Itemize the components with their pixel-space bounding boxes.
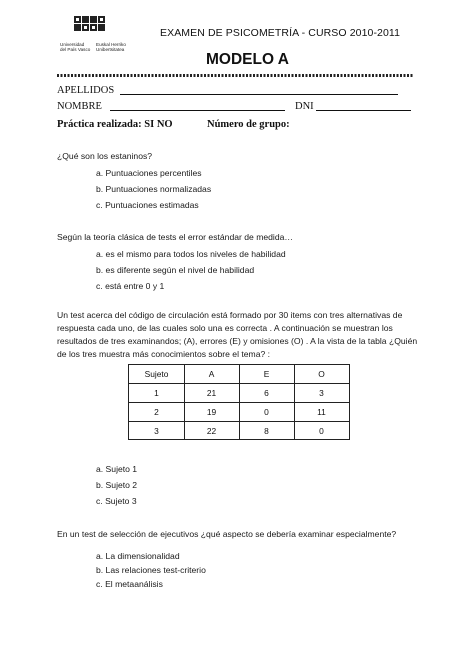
q1-option-b[interactable]: b. Puntuaciones normalizadas	[96, 184, 212, 194]
practica-label: Práctica realizada: SI NO	[57, 119, 173, 130]
table-cell: 8	[264, 426, 269, 436]
apellidos-line[interactable]	[120, 94, 398, 95]
q1-question: ¿Qué son los estaninos?	[57, 151, 153, 161]
table-cell: 21	[206, 388, 217, 398]
exam-header-title: EXAMEN DE PSICOMETRÍA - CURSO 2010-2011	[160, 27, 401, 39]
q3-line-4: de los tres muestra más conocimientos sobre el tema? :	[57, 349, 271, 359]
table-cell: 3	[154, 426, 159, 436]
q4-option-b[interactable]: b. Las relaciones test-criterio	[96, 565, 206, 575]
q3-line-3: resultados de tres examinandos; (A), errores (E) y omisiones (O) . A la vista de la tabla ¿Quién	[57, 336, 418, 346]
table-cell: 6	[264, 388, 269, 398]
table-header-a: A	[208, 369, 215, 379]
logo-left-line2: del País Vasco	[60, 47, 91, 52]
q2-question: Según la teoría clásica de tests el error estándar de medida…	[57, 232, 293, 242]
table-cell: 0	[319, 426, 324, 436]
university-emblem-icon	[72, 14, 108, 38]
q2-option-c[interactable]: c. está entre 0 y 1	[96, 281, 165, 291]
logo-right-line1: Euskal Herriko	[96, 42, 126, 47]
table-cell: 22	[206, 426, 217, 436]
q3-option-b[interactable]: b. Sujeto 2	[96, 480, 138, 490]
table-hline	[129, 383, 349, 384]
q3-line-1: Un test acerca del código de circulación está formado por 30 items con tres alternativas de	[57, 310, 403, 320]
q4-option-a[interactable]: a. La dimensionalidad	[96, 551, 180, 561]
table-hline	[129, 402, 349, 403]
table-hline	[129, 421, 349, 422]
dni-label: DNI	[295, 101, 314, 112]
q3-option-a[interactable]: a. Sujeto 1	[96, 464, 138, 474]
table-cell: 11	[317, 407, 326, 417]
logo-right-line2: Unibertsitatea	[96, 47, 125, 52]
q1-option-a[interactable]: a. Puntuaciones percentiles	[96, 168, 202, 178]
table-header-o: O	[318, 369, 325, 379]
university-logo	[58, 14, 130, 56]
table-header-sujeto: Sujeto	[144, 369, 169, 379]
q1-option-c[interactable]: c. Puntuaciones estimadas	[96, 200, 199, 210]
q3-line-2: respuesta cada uno, de las cuales solo una es correcta . A continuación se muestran los	[57, 323, 393, 333]
nombre-line[interactable]	[110, 110, 285, 111]
model-title: MODELO A	[206, 51, 289, 68]
logo-left-line1: Universidad	[60, 42, 85, 47]
dni-line[interactable]	[316, 110, 411, 111]
table-cell: 19	[206, 407, 217, 417]
q2-option-b[interactable]: b. es diferente según el nivel de habilidad	[96, 265, 255, 275]
apellidos-label: APELLIDOS	[57, 85, 115, 96]
q3-option-c[interactable]: c. Sujeto 3	[96, 496, 137, 506]
table-header-e: E	[263, 369, 270, 379]
table-cell: 0	[264, 407, 269, 417]
nombre-label: NOMBRE	[57, 101, 102, 112]
table-cell: 2	[154, 407, 159, 417]
dashed-divider	[57, 74, 413, 77]
table-cell: 3	[319, 388, 324, 398]
q4-option-c[interactable]: c. El metaanálisis	[96, 579, 163, 589]
q4-question: En un test de selección de ejecutivos ¿qué aspecto se debería examinar especialmente?	[57, 529, 397, 539]
q2-option-a[interactable]: a. es el mismo para todos los niveles de habilidad	[96, 249, 286, 259]
grupo-label: Número de grupo:	[207, 119, 290, 130]
results-table	[128, 364, 350, 440]
table-cell: 1	[154, 388, 159, 398]
